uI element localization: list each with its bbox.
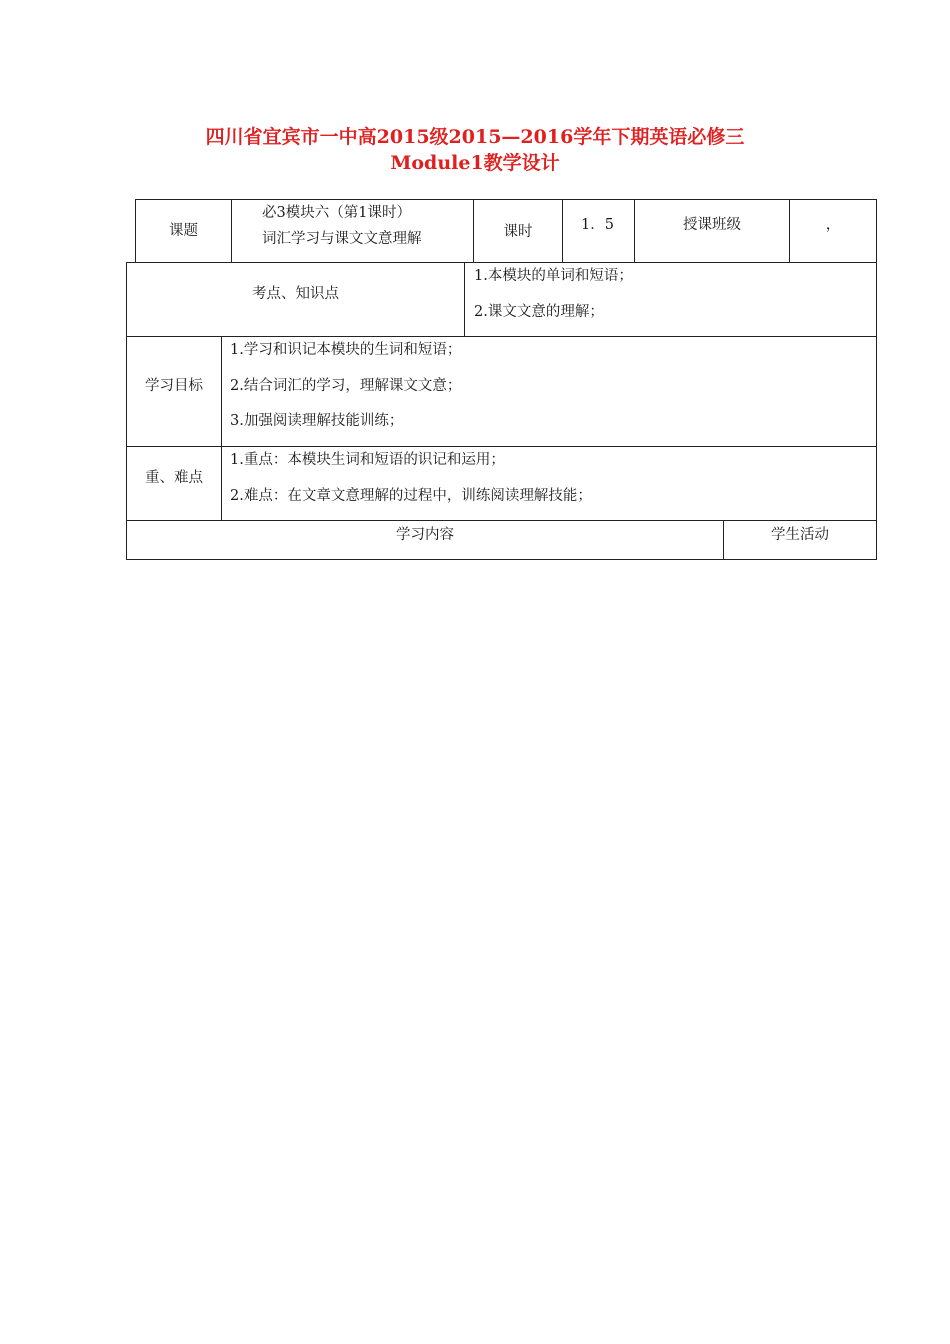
learning-goal-item: 3.加强阅读理解技能训练； xyxy=(230,413,404,429)
hours-value: 1．5 xyxy=(581,217,614,233)
learning-goal-item: 2.结合词汇的学习，理解课文文意； xyxy=(230,378,462,394)
hours-label: 课时 xyxy=(503,224,533,240)
learning-goals-label: 学习目标 xyxy=(145,378,203,394)
class-value: ， xyxy=(825,217,841,233)
document-title-line1: 四川省宜宾市一中高2015级2015—2016学年下期英语必修三 xyxy=(205,126,745,148)
document-title-line2: Module1教学设计 xyxy=(390,152,560,174)
content-column-header: 学习内容 xyxy=(396,527,454,543)
key-point-item: 1.重点：本模块生词和短语的识记和运用； xyxy=(230,452,505,468)
knowledge-points-label: 考点、知识点 xyxy=(252,286,339,302)
topic-label: 课题 xyxy=(169,223,198,239)
key-points-label: 重、难点 xyxy=(145,470,203,486)
key-point-item: 2.难点：在文章文意理解的过程中，训练阅读理解技能； xyxy=(230,488,592,504)
activity-column-header: 学生活动 xyxy=(771,527,829,543)
topic-title-line1: 必3模块六（第1课时） xyxy=(262,205,411,221)
topic-title-line2: 词汇学习与课文文意理解 xyxy=(262,231,422,247)
learning-goal-item: 1.学习和识记本模块的生词和短语； xyxy=(230,342,462,358)
knowledge-point-item: 2.课文文意的理解； xyxy=(474,304,604,320)
class-label: 授课班级 xyxy=(683,217,741,233)
knowledge-point-item: 1.本模块的单词和短语； xyxy=(474,268,633,284)
